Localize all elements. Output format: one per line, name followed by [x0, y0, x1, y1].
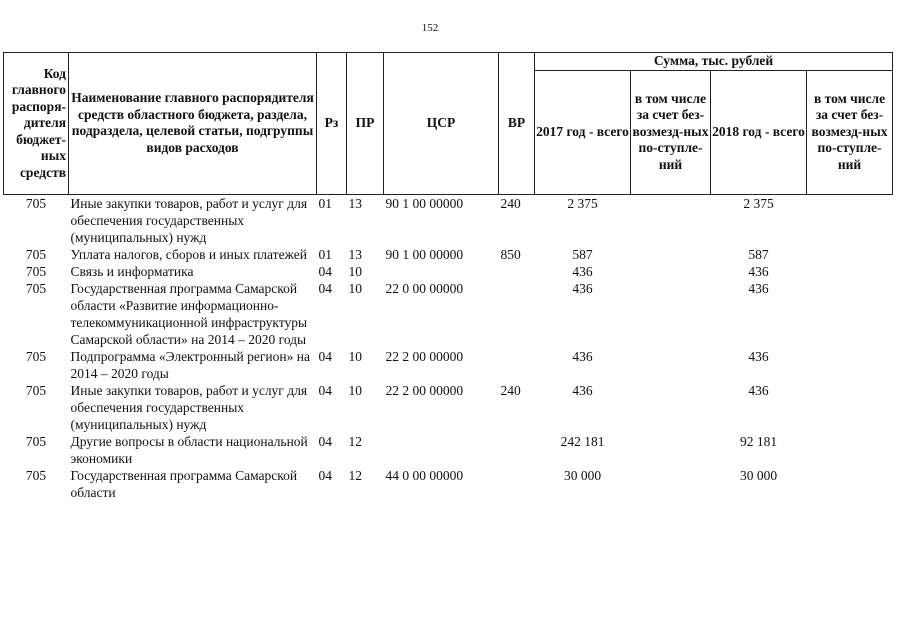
- table-row: [4, 433, 893, 467]
- header-csr: ЦСР: [384, 53, 499, 195]
- header-2017-total: 2017 год - всего: [535, 70, 631, 194]
- header-name: Наименование главного распорядителя средств областного бюджета, раздела, подраздела, целевой статьи, подгруппы видов расходов: [69, 53, 317, 195]
- cell-code: 705: [25, 195, 47, 211]
- cell-pr: 12: [348, 467, 362, 483]
- cell-sum-2018: 2 375: [743, 195, 774, 211]
- cell-rz: 04: [318, 263, 332, 279]
- table-row: [4, 246, 893, 263]
- cell-vr: [499, 433, 535, 467]
- cell-name: Государственная программа Самарской области «Развитие информационно-телекоммуникационной инфраструктуры Самарской области» на 2014 – 2020 годы: [70, 280, 308, 347]
- cell-name: Подпрограмма «Электронный регион» на 2014 – 2020 годы: [70, 348, 310, 381]
- cell-vr: 240: [500, 382, 521, 398]
- table-header: [4, 53, 893, 195]
- cell-pr: 10: [348, 263, 362, 279]
- cell-name: Иные закупки товаров, работ и услуг для обеспечения государственных (муниципальных) нужд: [70, 195, 308, 245]
- header-rz: Рз: [317, 53, 347, 195]
- cell-sum-2017: 242 181: [560, 433, 605, 449]
- cell-sum-2018: 436: [748, 263, 769, 279]
- cell-code: 705: [25, 382, 47, 398]
- cell-code: 705: [25, 433, 47, 449]
- cell-free-2017: [631, 382, 711, 433]
- cell-sum-2017: 436: [572, 382, 593, 398]
- cell-csr: [384, 433, 499, 467]
- cell-sum-2018: 587: [748, 246, 769, 262]
- cell-vr: 240: [500, 195, 521, 211]
- cell-pr: 13: [348, 195, 362, 211]
- cell-free-2018: [807, 467, 893, 501]
- cell-sum-2018: 30 000: [739, 467, 778, 483]
- cell-sum-2017: 587: [572, 246, 593, 262]
- cell-rz: 04: [318, 382, 332, 398]
- cell-pr: 10: [348, 280, 362, 296]
- cell-free-2018: [807, 348, 893, 382]
- cell-code: 705: [25, 263, 47, 279]
- cell-csr: 22 2 00 00000: [385, 348, 464, 364]
- cell-rz: 04: [318, 433, 332, 449]
- cell-sum-2018: 436: [748, 348, 769, 364]
- cell-vr: [499, 348, 535, 382]
- cell-code: 705: [25, 246, 47, 262]
- header-vr: ВР: [499, 53, 535, 195]
- cell-rz: 01: [318, 246, 332, 262]
- cell-free-2018: [807, 382, 893, 433]
- cell-free-2017: [631, 467, 711, 501]
- page-number: 152: [421, 22, 439, 34]
- header-code: Код главного распоря-дителя бюджет-ных средств: [4, 53, 69, 195]
- cell-free-2017: [631, 348, 711, 382]
- cell-vr: [499, 467, 535, 501]
- cell-pr: 10: [348, 382, 362, 398]
- header-sum-group: Сумма, тыс. рублей: [535, 53, 893, 71]
- cell-name: Иные закупки товаров, работ и услуг для обеспечения государственных (муниципальных) нужд: [70, 382, 308, 432]
- cell-sum-2017: 2 375: [567, 195, 598, 211]
- header-2018-total: 2018 год - всего: [711, 70, 807, 194]
- table-row: [4, 467, 893, 501]
- cell-free-2018: [807, 246, 893, 263]
- cell-free-2018: [807, 280, 893, 348]
- cell-name: Государственная программа Самарской области: [70, 467, 298, 500]
- cell-free-2018: [807, 433, 893, 467]
- table-row: [4, 194, 893, 246]
- cell-rz: 04: [318, 467, 332, 483]
- cell-sum-2018: 436: [748, 280, 769, 296]
- cell-vr: 850: [500, 246, 521, 262]
- cell-csr: [384, 263, 499, 280]
- cell-sum-2018: 92 181: [739, 433, 778, 449]
- cell-pr: 10: [348, 348, 362, 364]
- cell-sum-2017: 436: [572, 348, 593, 364]
- cell-pr: 13: [348, 246, 362, 262]
- cell-pr: 12: [348, 433, 362, 449]
- cell-free-2017: [631, 280, 711, 348]
- cell-csr: 22 2 00 00000: [385, 382, 464, 398]
- budget-table: [3, 52, 893, 501]
- cell-name: Другие вопросы в области национальной экономики: [70, 433, 308, 466]
- cell-rz: 01: [318, 195, 332, 211]
- cell-code: 705: [25, 348, 47, 364]
- table-body: [4, 194, 893, 501]
- cell-vr: [499, 280, 535, 348]
- header-2017-free: в том числе за счет без-возмезд-ных по-ступле-ний: [631, 70, 711, 194]
- cell-csr: 90 1 00 00000: [385, 195, 464, 211]
- header-2018-free: в том числе за счет без-возмезд-ных по-ступле-ний: [807, 70, 893, 194]
- cell-code: 705: [25, 280, 47, 296]
- header-pr: ПР: [347, 53, 384, 195]
- cell-code: 705: [25, 467, 47, 483]
- cell-sum-2017: 436: [572, 280, 593, 296]
- cell-free-2018: [807, 194, 893, 246]
- cell-sum-2017: 30 000: [563, 467, 602, 483]
- table-row: [4, 382, 893, 433]
- cell-name: Уплата налогов, сборов и иных платежей: [70, 246, 307, 262]
- cell-free-2018: [807, 263, 893, 280]
- cell-rz: 04: [318, 280, 332, 296]
- cell-csr: 44 0 00 00000: [385, 467, 464, 483]
- table-row: [4, 348, 893, 382]
- cell-free-2017: [631, 194, 711, 246]
- cell-csr: 22 0 00 00000: [385, 280, 464, 296]
- cell-free-2017: [631, 263, 711, 280]
- table-row: [4, 263, 893, 280]
- cell-vr: [499, 263, 535, 280]
- table-row: [4, 280, 893, 348]
- cell-free-2017: [631, 433, 711, 467]
- cell-sum-2018: 436: [748, 382, 769, 398]
- cell-rz: 04: [318, 348, 332, 364]
- cell-free-2017: [631, 246, 711, 263]
- cell-name: Связь и информатика: [70, 263, 194, 279]
- cell-csr: 90 1 00 00000: [385, 246, 464, 262]
- cell-sum-2017: 436: [572, 263, 593, 279]
